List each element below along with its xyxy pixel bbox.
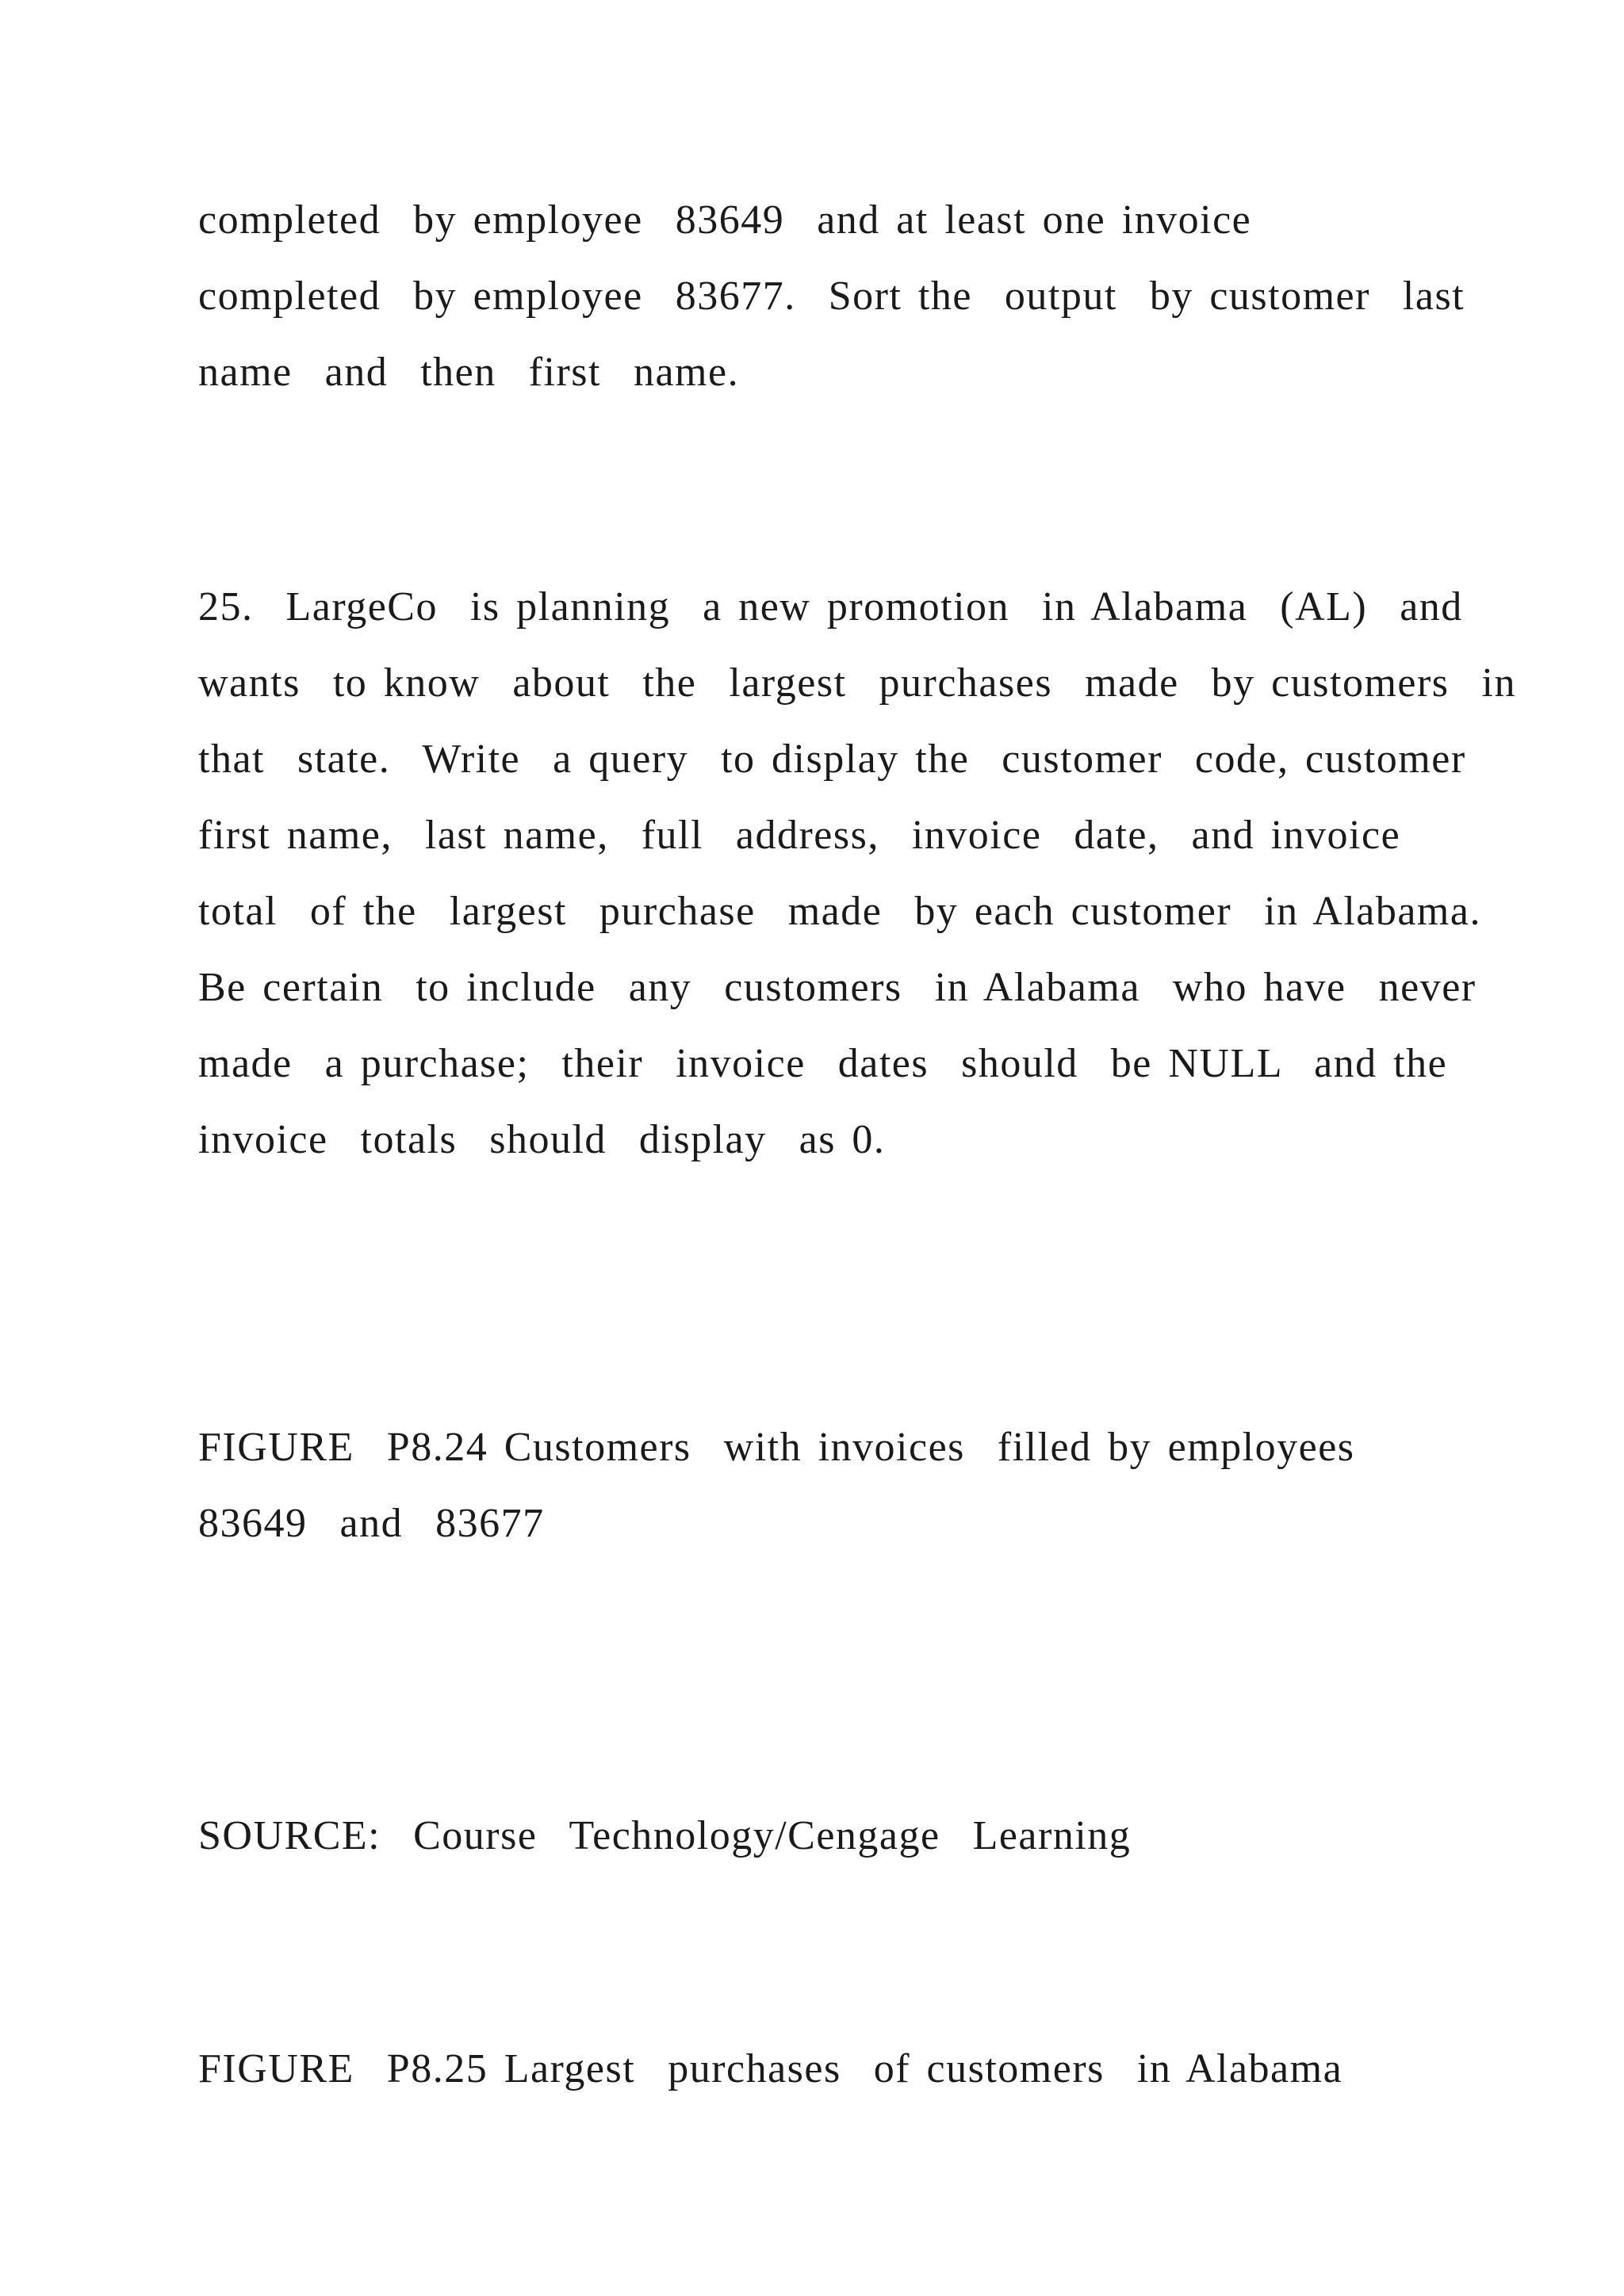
text-line: wants to know about the largest purchases made by customers in — [198, 660, 1516, 706]
text-line: 25. LargeCo is planning a new promotion in Alabama (AL) and — [198, 584, 1463, 629]
source-credit: SOURCE: Course Technology/Cengage Learning — [198, 1813, 1132, 1858]
text-line: Be certain to include any customers in Alabama who have never — [198, 965, 1477, 1010]
text-line: 83649 and 83677 — [198, 1501, 545, 1546]
text-line: invoice totals should display as 0. — [198, 1117, 886, 1162]
text-line: completed by employee 83649 and at least one invoice — [198, 197, 1252, 243]
text-line: that state. Write a query to display the customer code, customer — [198, 737, 1466, 782]
text-line: made a purchase; their invoice dates should be NULL and the — [198, 1041, 1448, 1086]
figure-p8-25-caption: FIGURE P8.25 Largest purchases of customers in Alabama — [198, 2046, 1343, 2091]
text-line: total of the largest purchase made by each customer in Alabama. — [198, 889, 1481, 934]
text-line: name and then first name. — [198, 350, 740, 395]
text-line: completed by employee 83677. Sort the output by customer last — [198, 274, 1465, 319]
text-line: first name, last name, full address, invoice date, and invoice — [198, 813, 1401, 858]
text-line: FIGURE P8.24 Customers with invoices filled by employees — [198, 1425, 1355, 1470]
